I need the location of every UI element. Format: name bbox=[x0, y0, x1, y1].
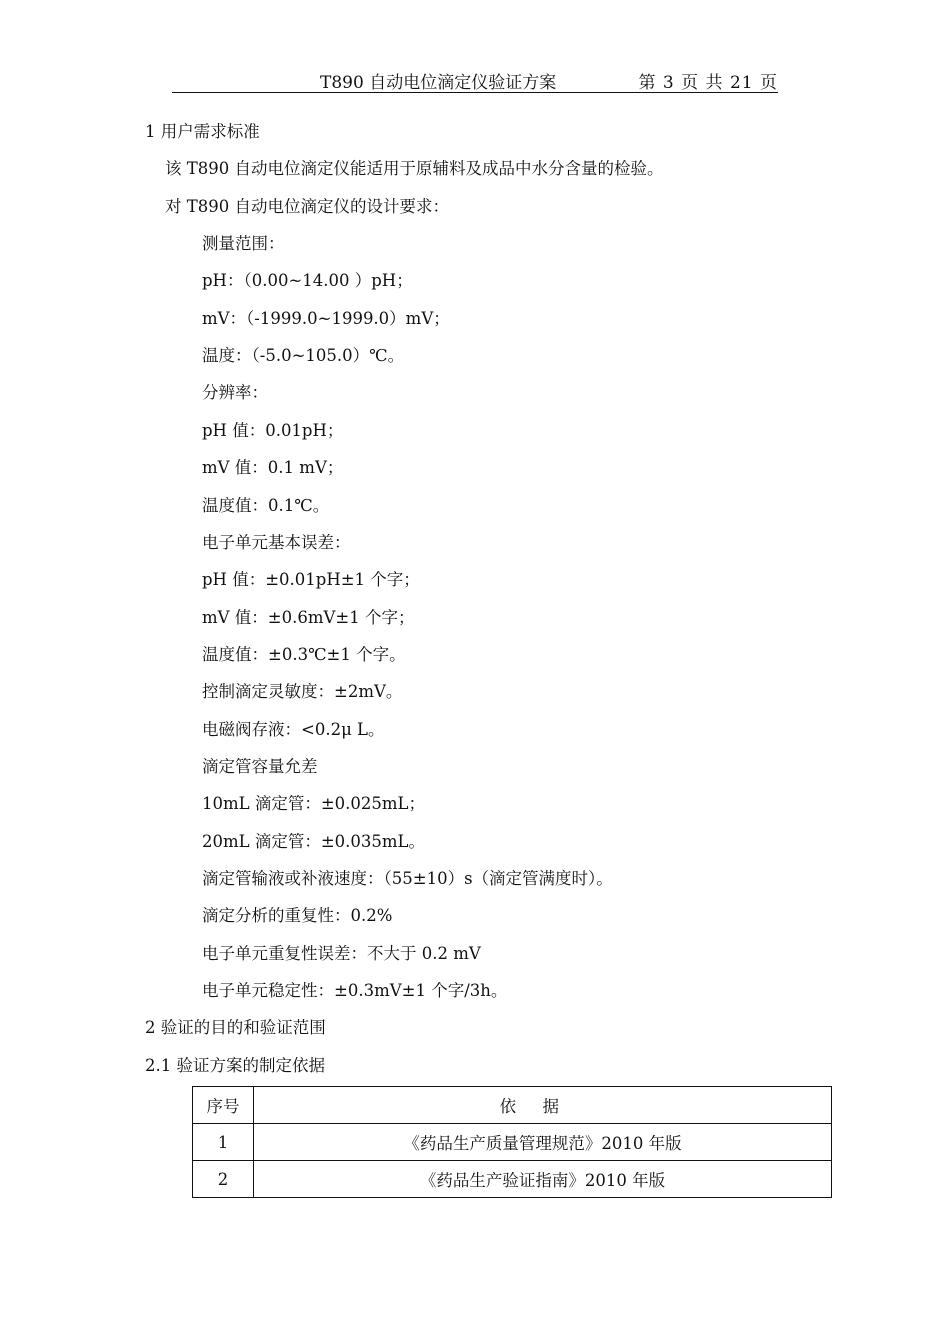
section-heading: 2.1 验证方案的制定依据 bbox=[145, 1056, 325, 1075]
text-line: mV 值：0.1 mV； bbox=[202, 458, 344, 477]
table-row bbox=[193, 1161, 832, 1198]
text-line: 电子单元重复性误差：不大于 0.2 mV bbox=[202, 944, 481, 963]
text-line: 滴定管容量允差 bbox=[202, 757, 318, 776]
table-cell: 《药品生产验证指南》2010 年版 bbox=[254, 1161, 832, 1198]
text-line: pH：（0.00~14.00 ）pH； bbox=[202, 271, 413, 290]
table-header-cell: 依据 bbox=[254, 1087, 832, 1124]
table-row bbox=[193, 1124, 832, 1161]
text-line: 温度值：0.1℃。 bbox=[202, 496, 330, 515]
text-line: 电磁阀存液：<0.2μ L。 bbox=[202, 720, 385, 739]
page-header bbox=[172, 66, 778, 93]
text-line: pH 值：0.01pH； bbox=[202, 421, 344, 440]
document-title: T890 自动电位滴定仪验证方案 bbox=[320, 73, 557, 93]
page-number: 第 3 页 共 21 页 bbox=[638, 73, 778, 93]
text-line: mV 值：±0.6mV±1 个字； bbox=[202, 608, 415, 627]
text-line: 对 T890 自动电位滴定仪的设计要求： bbox=[165, 197, 449, 216]
text-line: pH 值：±0.01pH±1 个字； bbox=[202, 570, 420, 589]
table-cell: 1 bbox=[193, 1124, 254, 1161]
text-line: 电子单元基本误差： bbox=[202, 533, 351, 552]
text-line: 滴定分析的重复性：0.2% bbox=[202, 906, 393, 925]
text-line: 20mL 滴定管：±0.035mL。 bbox=[202, 832, 426, 851]
section-heading: 2 验证的目的和验证范围 bbox=[145, 1018, 326, 1037]
table-header-cell: 序号 bbox=[193, 1087, 254, 1124]
table-cell: 《药品生产质量管理规范》2010 年版 bbox=[254, 1124, 832, 1161]
text-line: 10mL 滴定管：±0.025mL； bbox=[202, 794, 426, 813]
text-line: 温度值：±0.3℃±1 个字。 bbox=[202, 645, 406, 664]
text-line: 滴定管输液或补液速度：（55±10）s（滴定管满度时）。 bbox=[202, 869, 613, 888]
text-line: 温度：（-5.0~105.0）℃。 bbox=[202, 346, 405, 365]
text-line: 控制滴定灵敏度：±2mV。 bbox=[202, 682, 403, 701]
text-line: 电子单元稳定性：±0.3mV±1 个字/3h。 bbox=[202, 981, 508, 1000]
text-line: 该 T890 自动电位滴定仪能适用于原辅料及成品中水分含量的检验。 bbox=[165, 159, 664, 178]
table-header-row bbox=[193, 1087, 832, 1124]
table-cell: 2 bbox=[193, 1161, 254, 1198]
text-line: 分辨率： bbox=[202, 383, 268, 402]
basis-table bbox=[192, 1086, 832, 1198]
text-line: 测量范围： bbox=[202, 234, 285, 253]
text-line: 1 用户需求标准 bbox=[145, 122, 260, 141]
text-line: mV：（-1999.0~1999.0）mV； bbox=[202, 309, 450, 328]
